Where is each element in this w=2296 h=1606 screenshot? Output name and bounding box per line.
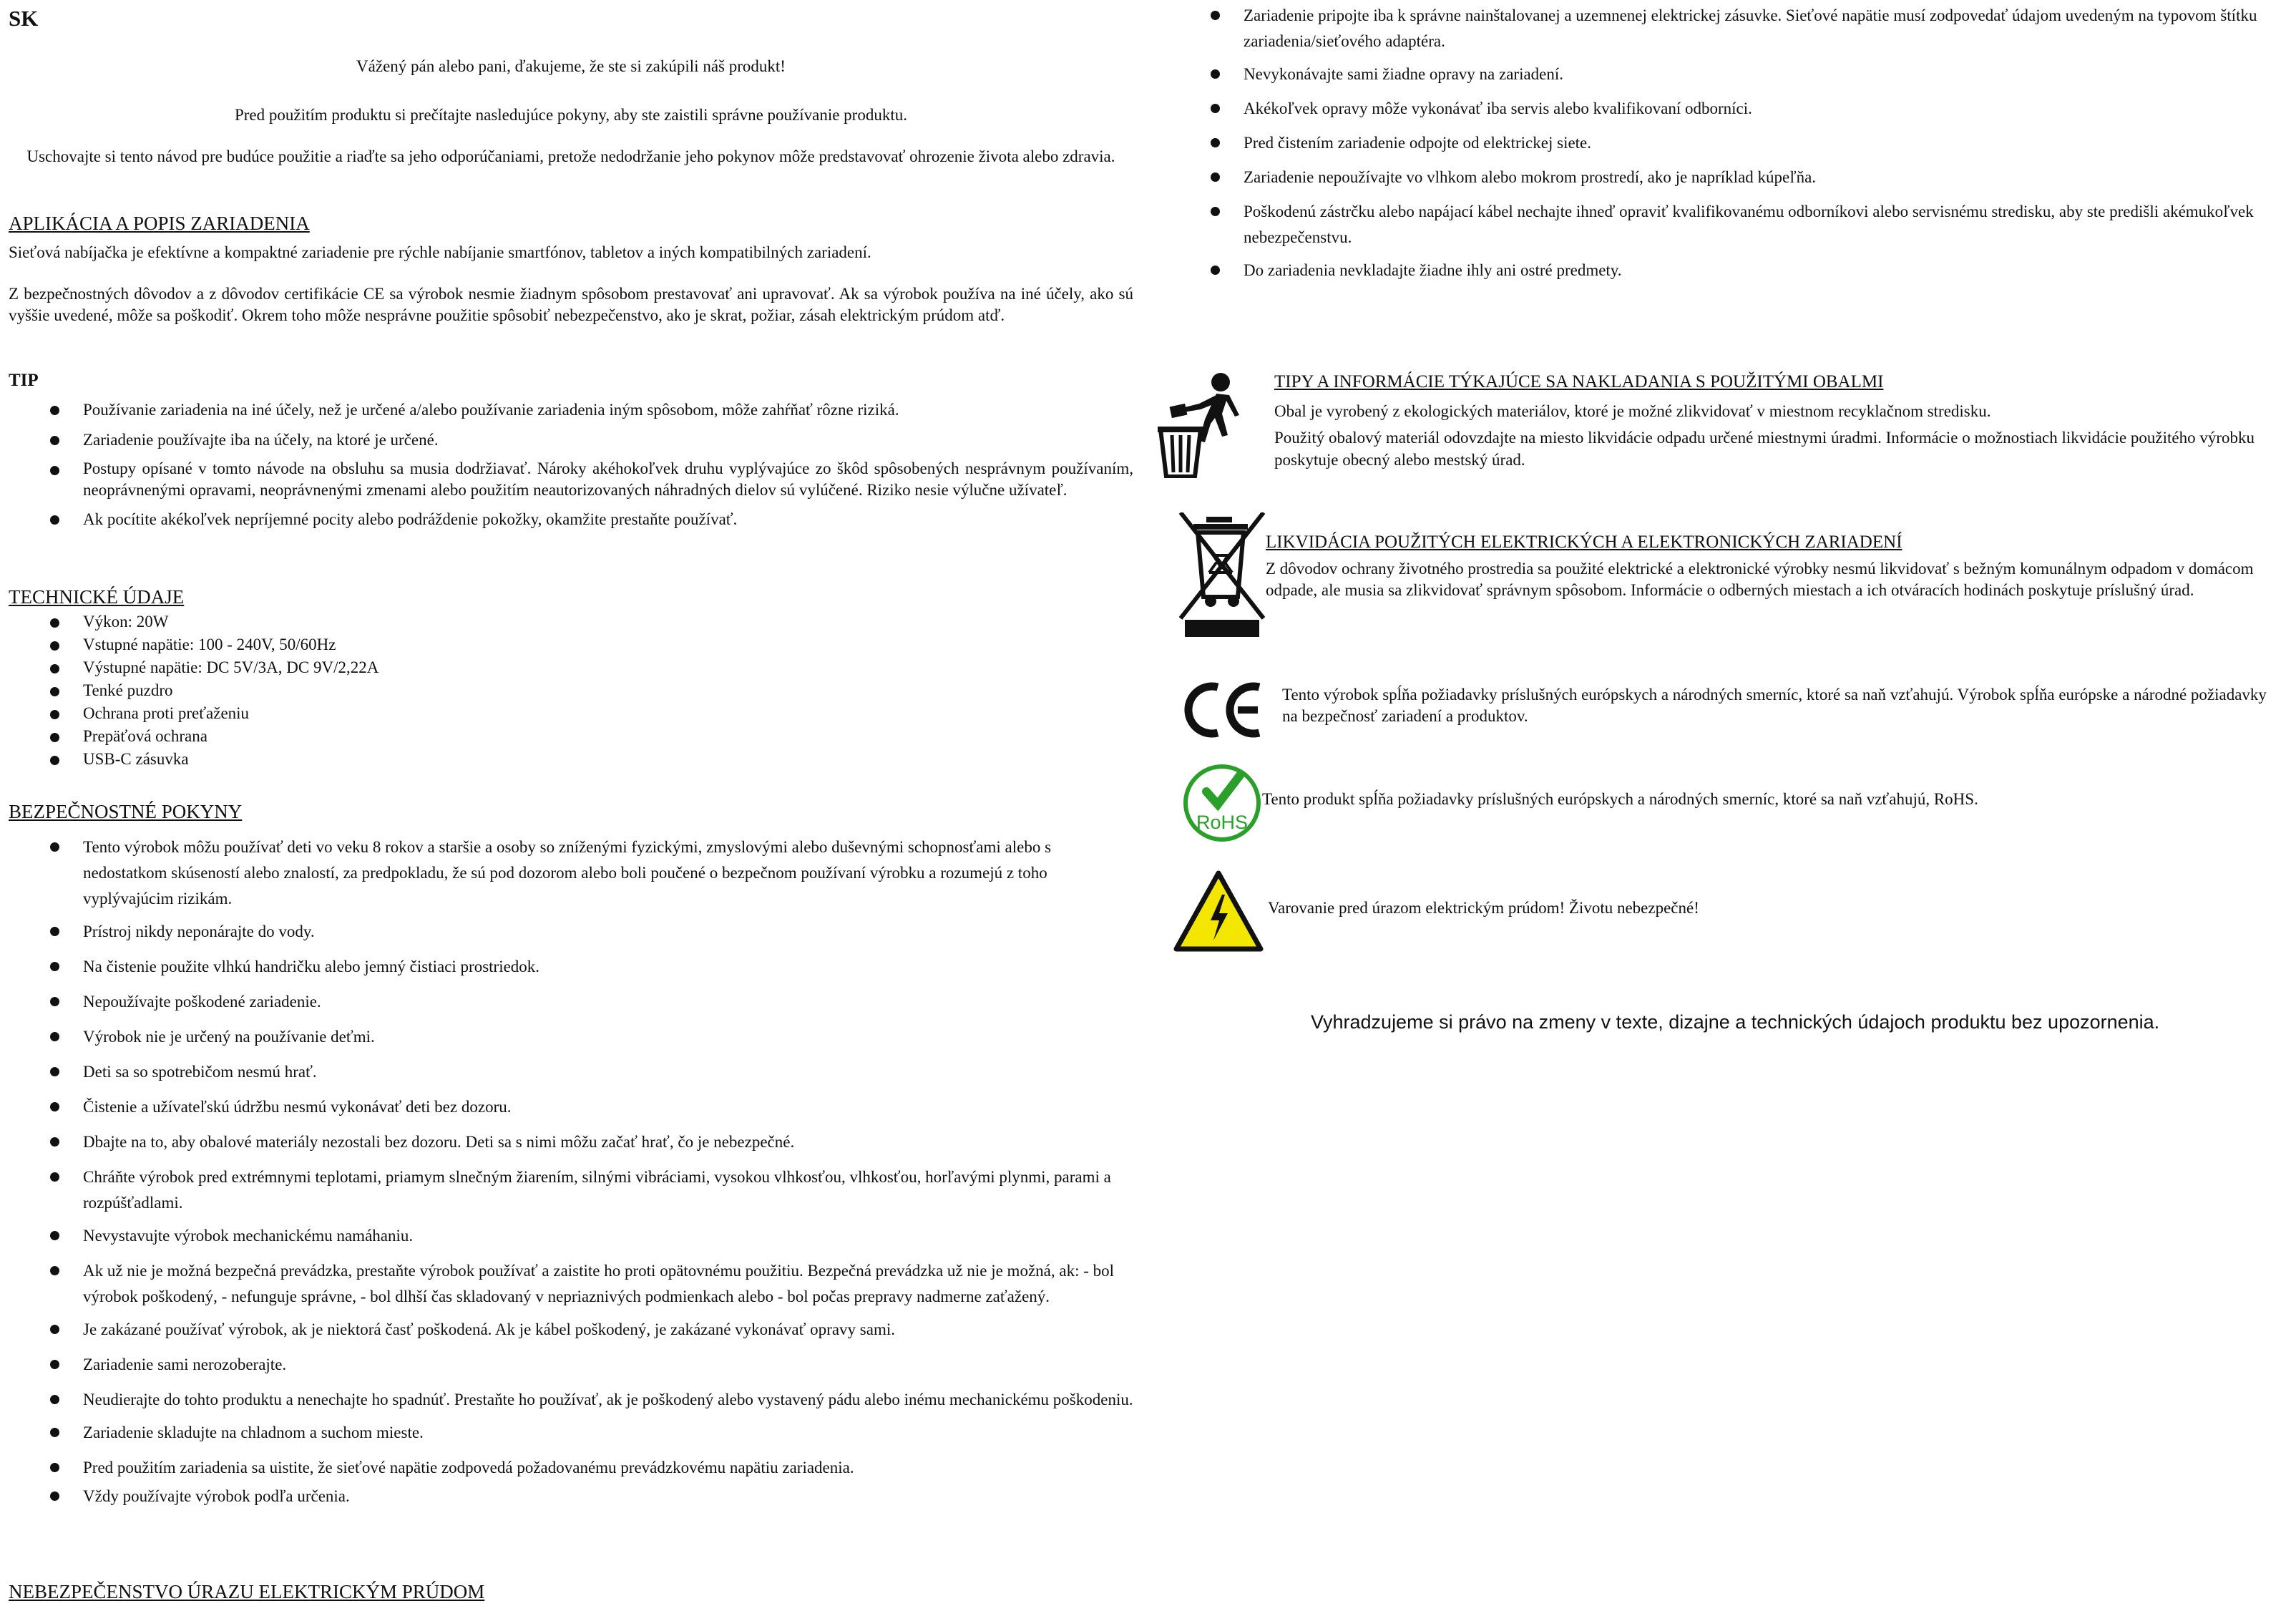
list-item: Je zakázané používať výrobok, ak je niektorá časť poškodená. Ak je kábel poškodený, je zakázané vykonávať opravy sami. bbox=[9, 1317, 1133, 1343]
list-item: Akékoľvek opravy môže vykonávať iba servis alebo kvalifikovaní odborníci. bbox=[1169, 96, 2289, 122]
list-item: Nepoužívajte poškodené zariadenie. bbox=[9, 989, 1133, 1015]
application-heading: APLIKÁCIA A POPIS ZARIADENIA bbox=[9, 213, 310, 234]
rohs-label: RoHS bbox=[1196, 812, 1249, 833]
packaging-p1: Obal je vyrobený z ekologických materiálov, ktoré je možné zlikvidovať v miestnom recyklačnom stredisku. bbox=[1274, 402, 1991, 420]
packaging-heading: TIPY A INFORMÁCIE TÝKAJÚCE SA NAKLADANIA S POUŽITÝMI OBALMI bbox=[1274, 372, 1884, 391]
language-code: SK bbox=[9, 6, 39, 31]
list-item: Vstupné napätie: 100 - 240V, 50/60Hz bbox=[9, 633, 1133, 656]
electric-list bbox=[1169, 3, 2289, 283]
list-item: Chráňte výrobok pred extrémnymi teplotami, priamym slnečným žiarením, silnými vibráciami, vysokou vlhkosťou, vlhkosťou, horľavými plynmi, parami a rozpúšťadlami. bbox=[9, 1164, 1133, 1216]
tip-heading: TIP bbox=[9, 371, 39, 390]
list-item: Zariadenie pripojte iba k správne nainštalovanej a uzemnenej elektrickej zásuvke. Sieťové napätie musí zodpovedať údajom uvedeným na typovom štítku zariadenia/sieťového adaptéra. bbox=[1169, 3, 2289, 54]
weee-text: Z dôvodov ochrany životného prostredia sa použité elektrické a elektronické výrobky nesmú likvidovať s bežným komunálnym odpadom v domácom odpade, ale musia sa zlikvidovať správnym spôsobom. Informácie o odberných miestach a ich otváracích hodinách poskytuje príslušný úrad. bbox=[1266, 560, 2254, 599]
electric-warning-icon bbox=[1173, 870, 1264, 952]
list-item: Výstupné napätie: DC 5V/3A, DC 9V/2,22A bbox=[9, 656, 1133, 679]
weee-heading: LIKVIDÁCIA POUŽITÝCH ELEKTRICKÝCH A ELEKTRONICKÝCH ZARIADENÍ bbox=[1266, 532, 1902, 552]
application-p2: Z bezpečnostných dôvodov a z dôvodov certifikácie CE sa výrobok nesmie žiadnym spôsobom prestavovať ani upravovať. Ak sa výrobok používa na iné účely, ako sú vyššie uvedené, môže sa poškodiť. Okrem toho môže nesprávne použitie spôsobiť nebezpečenstvo, ako je skrat, požiar, zásah elektrickým prúdom atď. bbox=[9, 285, 1133, 324]
list-item: Postupy opísané v tomto návode na obsluhu sa musia dodržiavať. Nároky akéhokoľvek druhu vyplývajúce zo škôd spôsobených nesprávnym používaním, neoprávnenými opravami, neoprávnenými zmenami alebo použitím neautorizovaných náhradných dielov sú vylúčené. Riziko nesie výlučne užívateľ. bbox=[9, 458, 1133, 501]
ce-text: Tento výrobok spĺňa požiadavky príslušných európskych a národných smerníc, ktoré sa naň vzťahujú. Výrobok spĺňa európske a národné požiadavky na bezpečnosť zariadení a produktov. bbox=[1282, 686, 2267, 725]
list-item: Používanie zariadenia na iné účely, než je určené a/alebo používanie zariadenia iným spôsobom, môže zahŕňať rôzne riziká. bbox=[9, 398, 1133, 422]
weee-bin-icon bbox=[1178, 512, 1266, 638]
intro-greeting: Vážený pán alebo pani, ďakujeme, že ste si zakúpili náš produkt! bbox=[356, 57, 786, 75]
list-item: Nevykonávajte sami žiadne opravy na zariadení. bbox=[1169, 62, 2289, 87]
list-item: Ochrana proti preťaženiu bbox=[9, 702, 1133, 725]
list-item: Čistenie a užívateľskú údržbu nesmú vykonávať deti bez dozoru. bbox=[9, 1094, 1133, 1120]
tidy-man-icon bbox=[1158, 372, 1241, 478]
list-item: Do zariadenia nevkladajte žiadne ihly ani ostré predmety. bbox=[1169, 258, 2289, 283]
list-item: Tento výrobok môžu používať deti vo veku 8 rokov a staršie a osoby so zníženými fyzickými, zmyslovými alebo duševnými schopnosťami alebo s nedostatkom skúseností alebo znalostí, za predpokladu, že sú pod dozorom alebo boli poučené o bezpečnom používaní výrobku a rozumejú z toho vyplývajúcim rizikám. bbox=[9, 834, 1133, 912]
packaging-p2: Použitý obalový materiál odovzdajte na miesto likvidácie odpadu určené miestnymi úradmi. Informácie o možnostiach likvidácie použitého výrobku poskytuje obecný alebo mestský úrad. bbox=[1274, 429, 2255, 469]
list-item: Výkon: 20W bbox=[9, 610, 1133, 633]
list-item: Dbajte na to, aby obalové materiály nezostali bez dozoru. Deti sa s nimi môžu začať hrať, čo je nebezpečné. bbox=[9, 1129, 1133, 1155]
list-item: Prístroj nikdy neponárajte do vody. bbox=[9, 919, 1133, 945]
list-item: Pred použitím zariadenia sa uistite, že sieťové napätie zodpovedá požadovanému prevádzkovému napätiu zariadenia. bbox=[9, 1455, 1133, 1481]
list-item: Zariadenie sami nerozoberajte. bbox=[9, 1352, 1133, 1378]
list-item: Deti sa so spotrebičom nesmú hrať. bbox=[9, 1059, 1133, 1085]
list-item: Výrobok nie je určený na používanie deťmi. bbox=[9, 1024, 1133, 1050]
list-item: USB-C zásuvka bbox=[9, 748, 1133, 771]
list-item: Poškodenú zástrčku alebo napájací kábel nechajte ihneď opraviť kvalifikovanému odborníkovi alebo servisnému stredisku, aby ste predišli akémukoľvek nebezpečenstvu. bbox=[1169, 199, 2289, 250]
list-item: Prepäťová ochrana bbox=[9, 725, 1133, 748]
intro-read: Pred použitím produktu si prečítajte nasledujúce pokyny, aby ste zaistili správne používanie produktu. bbox=[234, 106, 907, 124]
ce-mark-icon bbox=[1181, 681, 1264, 739]
safety-heading: BEZPEČNOSTNÉ POKYNY bbox=[9, 801, 243, 822]
application-p1: Sieťová nabíjačka je efektívne a kompaktné zariadenie pre rýchle nabíjanie smartfónov, tabletov a iných kompatibilných zariadení. bbox=[9, 243, 871, 261]
list-item: Ak už nie je možná bezpečná prevádzka, prestaňte výrobok používať a zaistite ho proti opätovnému použitiu. Bezpečná prevádzka už nie je možná, ak: - bol výrobok poškodený, - nefunguje správne, - bol dlhší čas skladovaný v nepriaznivých podmienkach alebo - bol počas prepravy nadmerne zaťažený. bbox=[9, 1258, 1133, 1310]
list-item: Pred čistením zariadenie odpojte od elektrickej siete. bbox=[1169, 130, 2289, 156]
tech-list bbox=[9, 610, 1133, 771]
list-item: Ak pocítite akékoľvek nepríjemné pocity alebo podráždenie pokožky, okamžite prestaňte používať. bbox=[9, 507, 1133, 531]
rohs-icon bbox=[1182, 763, 1262, 843]
intro-keep: Uschovajte si tento návod pre budúce použitie a riaďte sa jeho odporúčaniami, pretože nedodržanie jeho pokynov môže predstavovať ohrozenie života alebo zdravia. bbox=[26, 147, 1115, 165]
list-item: Vždy používajte výrobok podľa určenia. bbox=[9, 1484, 1133, 1509]
list-item: Tenké puzdro bbox=[9, 679, 1133, 702]
list-item: Zariadenie skladujte na chladnom a suchom mieste. bbox=[9, 1420, 1133, 1446]
warning-text: Varovanie pred úrazom elektrickým prúdom! Životu nebezpečné! bbox=[1268, 899, 1699, 917]
list-item: Na čistenie použite vlhkú handričku alebo jemný čistiaci prostriedok. bbox=[9, 954, 1133, 980]
list-item: Zariadenie používajte iba na účely, na ktoré je určené. bbox=[9, 428, 1133, 452]
footer-note: Vyhradzujeme si právo na zmeny v texte, dizajne a technických údajoch produktu bez upozornenia. bbox=[1311, 1011, 2160, 1033]
safety-list bbox=[9, 834, 1133, 1509]
tech-heading: TECHNICKÉ ÚDAJE bbox=[9, 586, 185, 608]
electric-heading: NEBEZPEČENSTVO ÚRAZU ELEKTRICKÝM PRÚDOM bbox=[9, 1581, 485, 1602]
rohs-text: Tento produkt spĺňa požiadavky príslušných európskych a národných smerníc, ktoré sa naň vzťahujú, RoHS. bbox=[1262, 790, 1978, 808]
list-item: Neudierajte do tohto produktu a nenechajte ho spadnúť. Prestaňte ho používať, ak je poškodený alebo vystavený pádu alebo inému mechanickému poškodeniu. bbox=[9, 1387, 1133, 1413]
list-item: Nevystavujte výrobok mechanickému namáhaniu. bbox=[9, 1223, 1133, 1249]
list-item: Zariadenie nepoužívajte vo vlhkom alebo mokrom prostredí, ako je napríklad kúpeľňa. bbox=[1169, 165, 2289, 190]
tip-list bbox=[9, 398, 1133, 531]
